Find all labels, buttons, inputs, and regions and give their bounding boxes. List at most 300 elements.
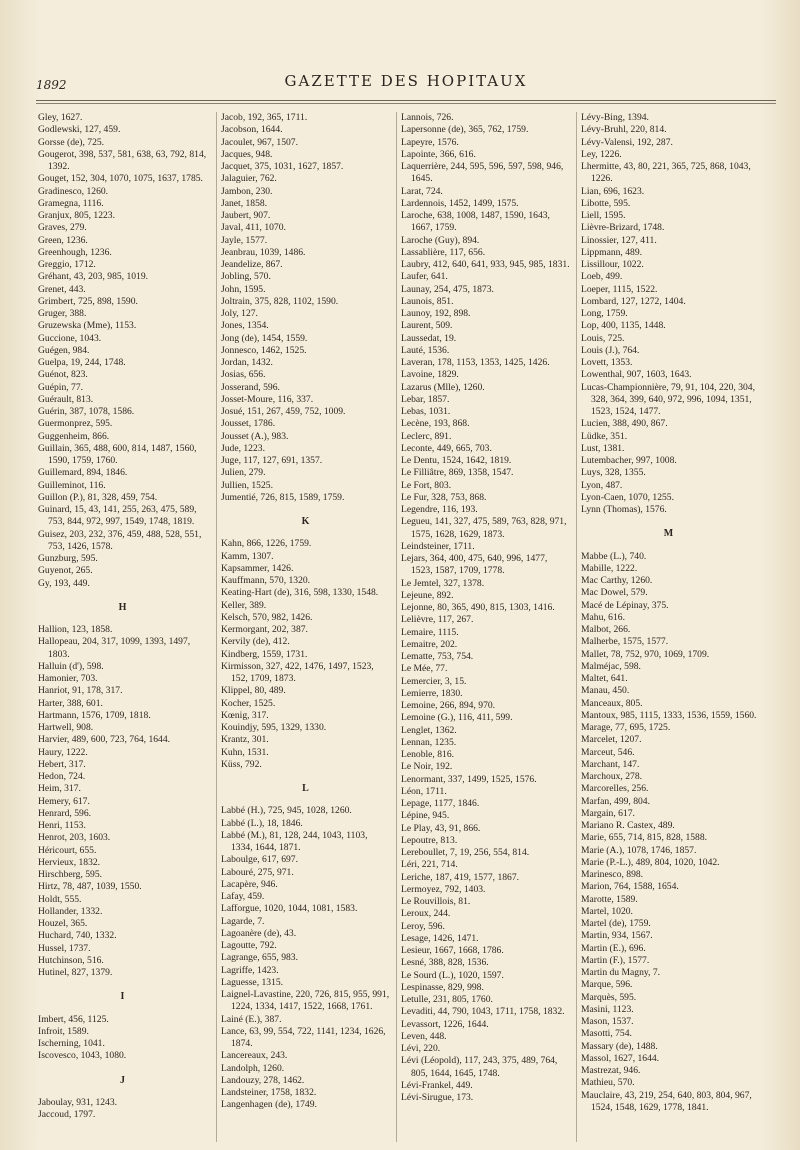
running-title: GAZETTE DES HOPITAUX [284, 72, 528, 90]
index-entry: Marchant, 147. [581, 758, 640, 770]
index-entry: Lépine, 945. [401, 810, 450, 822]
index-entry: Kermorgant, 202, 387. [221, 624, 308, 635]
index-entry: Landolph, 1260. [221, 1062, 285, 1074]
index-entry: Lebar, 1857. [401, 393, 450, 405]
index-entry: Marchoux, 278. [581, 771, 643, 782]
index-entry: Louis, 725. [581, 332, 625, 344]
index-entry: Guinard, 15, 43, 141, 255, 263, 475, 589, 753, 844, 972, 997, 1549, 1748, 1819. [38, 504, 197, 528]
index-entry: Holdt, 555. [38, 893, 82, 905]
index-entry: Long, 1759. [581, 308, 628, 319]
index-entry: Jobling, 570. [221, 271, 271, 283]
index-entry: Lemierre, 1830. [401, 687, 463, 699]
index-entry: Lepoutre, 813. [401, 834, 458, 846]
index-entry: Marotte, 1589. [581, 893, 638, 905]
index-entry: Jeandelize, 867. [221, 259, 283, 270]
index-entry: Lejars, 364, 400, 475, 640, 996, 1477, 1523, 1587, 1709, 1778. [401, 553, 548, 577]
index-entry: Hirtz, 78, 487, 1039, 1550. [38, 881, 142, 893]
index-entry: Infroit, 1589. [38, 1025, 89, 1037]
index-entry: Lombard, 127, 1272, 1404. [581, 295, 686, 307]
index-entry: Lynn (Thomas), 1576. [581, 504, 667, 515]
index-entry: Lucas-Championnière, 79, 91, 104, 220, 304, 328, 364, 399, 640, 972, 996, 1094, 1351, 1523, 1524, 1477. [581, 381, 755, 417]
index-entry: Laignel-Lavastine, 220, 726, 815, 955, 991, 1224, 1334, 1417, 1522, 1668, 1761. [221, 989, 390, 1013]
index-entry: Marie (A.), 1078, 1746, 1857. [581, 844, 697, 856]
section-letter: H [118, 601, 128, 613]
index-entry: Mabille, 1222. [581, 562, 638, 574]
index-column-4 [576, 112, 757, 1142]
index-entry: Lenglet, 1362. [401, 724, 457, 736]
index-entry: Lesage, 1426, 1471. [401, 932, 479, 944]
index-entry: Manceaux, 805. [581, 697, 643, 709]
index-entry: Jaboulay, 931, 1243. [38, 1096, 118, 1108]
index-entry: Léri, 221, 714. [401, 859, 458, 871]
section-letter: M [663, 528, 675, 540]
index-entry: Lespinasse, 829, 998. [401, 981, 484, 993]
index-entry: Le Fort, 803. [401, 479, 452, 491]
index-entry: Héricourt, 655. [38, 844, 97, 856]
index-entry: Mariano R. Castex, 489. [581, 820, 675, 831]
index-entry: Leroux, 244. [401, 908, 451, 920]
index-entry: Lagoutte, 792. [221, 940, 277, 951]
index-entry: Landsteiner, 1758, 1832. [221, 1087, 317, 1098]
index-entry: Lissillour, 1022. [581, 259, 644, 270]
index-entry: Harvier, 489, 600, 723, 764, 1644. [38, 734, 171, 746]
index-entry: Lagarde, 7. [221, 915, 265, 927]
index-entry: Laubry, 412, 640, 641, 933, 945, 985, 1831. [401, 259, 570, 270]
index-entry: Hartwell, 908. [38, 722, 94, 733]
index-entry: Lowenthal, 907, 1603, 1643. [581, 369, 692, 381]
index-entry: Lévi, 220. [401, 1043, 441, 1054]
index-entry: Laguesse, 1315. [221, 976, 284, 988]
index-entry: Gunzburg, 595. [38, 553, 98, 564]
index-entry: Marquès, 595. [581, 991, 637, 1003]
index-entry: Launoy, 192, 898. [401, 308, 471, 319]
index-entry: Laufer, 641. [401, 271, 448, 283]
index-entry: Lavoine, 1829. [401, 369, 459, 381]
index-entry: Masini, 1123. [581, 1003, 634, 1015]
index-entry: Lauté, 1536. [401, 344, 450, 356]
index-entry: Haury, 1222. [38, 746, 88, 758]
index-entry: Jousset, 1786. [221, 418, 276, 430]
index-entry: Jalaguier, 762. [221, 173, 277, 185]
index-entry: Margain, 617. [581, 807, 635, 819]
index-entry: Leriche, 187, 419, 1577, 1867. [401, 871, 520, 883]
index-entry: Lapersonne (de), 365, 762, 1759. [401, 124, 529, 136]
index-entry: Marque, 596. [581, 979, 633, 991]
index-entry: Lecène, 193, 868. [401, 418, 470, 430]
index-entry: Hamonier, 703. [38, 673, 98, 684]
index-entry: Jumentié, 726, 815, 1589, 1759. [221, 491, 345, 503]
index-entry: Léon, 1711. [401, 785, 447, 797]
index-entry: Laquerrière, 244, 595, 596, 597, 598, 946, 1645. [401, 161, 564, 185]
index-entry: Leclerc, 891. [401, 430, 452, 442]
index-entry: John, 1595. [221, 283, 266, 295]
index-entry: Lepage, 1177, 1846. [401, 798, 480, 809]
index-entry: Jacquet, 375, 1031, 1627, 1857. [221, 161, 344, 172]
index-entry: Mallet, 78, 752, 970, 1069, 1709. [581, 648, 710, 660]
index-entry: Hollander, 1332. [38, 905, 103, 917]
index-entry: Imbert, 456, 1125. [38, 1013, 109, 1025]
index-entry: Josserand, 596. [221, 381, 280, 393]
index-entry: Lematte, 753, 754. [401, 651, 474, 662]
index-entry: Lévi-Sirugue, 173. [401, 1092, 474, 1103]
index-entry: Laurent, 509. [401, 320, 453, 332]
index-entry: Gruger, 388. [38, 308, 87, 319]
index-entry: Levaditi, 44, 790, 1043, 1711, 1758, 1832. [401, 1006, 565, 1018]
index-column-2 [216, 112, 391, 1142]
index-entry: Lévy-Valensi, 192, 287. [581, 136, 673, 148]
index-entry: Lapointe, 366, 616. [401, 148, 476, 160]
index-entry: Martin du Magny, 7. [581, 967, 661, 978]
index-entry: Guépin, 77. [38, 381, 84, 393]
index-entry: Lévi-Frankel, 449. [401, 1079, 473, 1091]
page-number: 1892 [36, 78, 67, 92]
index-entry: Jacques, 948. [221, 148, 273, 160]
index-entry: Keller, 389. [221, 599, 267, 611]
index-entry: Josias, 656. [221, 369, 266, 381]
index-entry: Maltet, 641. [581, 673, 628, 684]
index-entry: Marceut, 546. [581, 746, 635, 758]
index-entry: Lermoyez, 792, 1403. [401, 883, 486, 895]
index-entry: Guillemard, 894, 1846. [38, 467, 128, 479]
index-entry: Laroche (Guy), 894. [401, 234, 480, 246]
index-entry: Lemaitre, 202. [401, 638, 458, 650]
index-entry: Jeanbrau, 1039, 1486. [221, 246, 306, 258]
index-entry: Jonnesco, 1462, 1525. [221, 344, 307, 356]
index-entry: Iscovesco, 1043, 1080. [38, 1050, 127, 1062]
index-entry: Malherbe, 1575, 1577. [581, 636, 669, 648]
index-entry: Massary (de), 1488. [581, 1040, 658, 1052]
index-entry: Guccione, 1043. [38, 332, 102, 344]
index-entry: Jayle, 1577. [221, 234, 268, 246]
index-entry: Kocher, 1525. [221, 697, 276, 709]
index-entry: Lancereaux, 243. [221, 1050, 288, 1062]
index-entry: Lebas, 1031. [401, 406, 451, 417]
index-entry: Le Dentu, 1524, 1642, 1819. [401, 455, 512, 466]
index-entry: Heim, 317. [38, 783, 81, 795]
index-entry: Mahu, 616. [581, 611, 625, 623]
index-entry: Guillon (P.), 81, 328, 459, 754. [38, 491, 158, 503]
index-entry: Guermonprez, 595. [38, 418, 113, 430]
index-entry: Graves, 279. [38, 222, 87, 234]
index-entry: Mabbe (L.), 740. [581, 550, 647, 562]
index-entry: Jacoulet, 967, 1507. [221, 136, 299, 148]
index-column-1 [38, 112, 208, 1121]
index-entry: Gréhant, 43, 203, 985, 1019. [38, 271, 149, 283]
index-entry: Guillain, 365, 488, 600, 814, 1487, 1560, 1590, 1759, 1760. [38, 442, 197, 466]
index-entry: Lelièvre, 117, 267. [401, 614, 474, 626]
index-entry: Harter, 388, 601. [38, 697, 103, 709]
index-entry: Lévy-Bing, 1394. [581, 112, 649, 123]
index-entry: Mauclaire, 43, 219, 254, 640, 803, 804, 967, 1524, 1548, 1629, 1778, 1841. [581, 1089, 752, 1113]
index-entry: Guisez, 203, 232, 376, 459, 488, 528, 551, 753, 1426, 1578. [38, 528, 202, 552]
index-entry: Levassort, 1226, 1644. [401, 1018, 489, 1030]
index-entry: Jambon, 230. [221, 185, 273, 197]
index-entry: Kouindjy, 595, 1329, 1330. [221, 722, 327, 733]
index-entry: Marcelet, 1207. [581, 734, 642, 746]
index-entry: Legueu, 141, 327, 475, 589, 763, 828, 971, 1575, 1628, 1629, 1873. [401, 516, 567, 540]
index-entry: Josset-Moure, 116, 337. [221, 393, 314, 405]
index-entry: Küss, 792. [221, 758, 262, 770]
index-entry: Kervily (de), 412. [221, 636, 290, 648]
index-entry: Le Noir, 192. [401, 761, 453, 773]
index-entry: Lapeyre, 1576. [401, 136, 459, 148]
header-rule-thin [36, 103, 776, 104]
index-entry: Luys, 328, 1355. [581, 467, 646, 479]
index-entry: Lardennois, 1452, 1499, 1575. [401, 197, 519, 209]
index-entry: Guérault, 813. [38, 393, 94, 405]
index-entry: Mac Carthy, 1260. [581, 575, 653, 586]
index-entry: Hervieux, 1832. [38, 856, 101, 868]
index-entry: Janet, 1858. [221, 197, 268, 209]
index-entry: Lesieur, 1667, 1668, 1786. [401, 945, 504, 956]
index-entry: Ischerning, 1041. [38, 1038, 105, 1049]
index-entry: Huchard, 740, 1332. [38, 930, 117, 942]
index-entry: Ley, 1226. [581, 148, 622, 160]
index-entry: Le Play, 43, 91, 866. [401, 822, 481, 834]
index-entry: Joltrain, 375, 828, 1102, 1590. [221, 295, 339, 307]
index-entry: Lafforgue, 1020, 1044, 1081, 1583. [221, 903, 358, 915]
index-entry: Le Jemtel, 327, 1378. [401, 577, 485, 589]
index-entry: Kindberg, 1559, 1731. [221, 648, 308, 660]
index-entry: Lust, 1381. [581, 442, 625, 454]
index-entry: Mac Dowel, 579. [581, 587, 648, 599]
section-letter: K [301, 516, 311, 527]
index-entry: Guénot, 823. [38, 369, 88, 381]
index-entry: Grimbert, 725, 898, 1590. [38, 295, 138, 307]
index-entry: Gradinesco, 1260. [38, 185, 109, 197]
index-entry: Jude, 1223. [221, 442, 265, 454]
index-entry: Laboulge, 617, 697. [221, 854, 299, 866]
index-entry: Jong (de), 1454, 1559. [221, 332, 308, 344]
index-entry: Kelsch, 570, 982, 1426. [221, 611, 313, 623]
index-entry: Gley, 1627. [38, 112, 83, 123]
index-entry: Langenhagen (de), 1749. [221, 1099, 317, 1111]
index-entry: Kahn, 866, 1226, 1759. [221, 538, 312, 550]
index-entry: Lagrange, 655, 983. [221, 952, 298, 964]
index-entry: Jones, 1354. [221, 320, 269, 332]
index-entry: Guégen, 984. [38, 344, 90, 356]
index-entry: Marinesco, 898. [581, 869, 644, 880]
index-entry: Martel (de), 1759. [581, 918, 651, 929]
index-entry: Le Filliâtre, 869, 1358, 1547. [401, 467, 514, 479]
index-entry: Jullien, 1525. [221, 479, 273, 491]
index-entry: Marie, 655, 714, 815, 828, 1588. [581, 832, 708, 844]
index-entry: Javal, 411, 1070. [221, 222, 286, 234]
index-entry: Houzel, 365. [38, 918, 88, 929]
index-entry: Landouzy, 278, 1462. [221, 1074, 305, 1086]
index-entry: Henri, 1153. [38, 820, 86, 831]
index-entry: Halluin (d'), 598. [38, 660, 104, 672]
index-entry: Hutinel, 827, 1379. [38, 967, 113, 978]
index-entry: Legendre, 116, 193. [401, 504, 478, 515]
index-entry: Le Sourd (L.), 1020, 1597. [401, 969, 504, 981]
index-entry: Labbé (L.), 18, 1846. [221, 817, 303, 829]
index-entry: Massol, 1627, 1644. [581, 1052, 660, 1064]
index-entry: Lannois, 726. [401, 112, 454, 123]
index-entry: Labouré, 275, 971. [221, 866, 294, 878]
index-entry: Gy, 193, 449. [38, 577, 90, 589]
index-entry: Marion, 764, 1588, 1654. [581, 881, 679, 893]
index-entry: Lièvre-Brizard, 1748. [581, 222, 665, 234]
index-entry: Macé de Lépinay, 375. [581, 599, 669, 611]
index-entry: Martin, 934, 1567. [581, 930, 653, 942]
index-entry: Hallion, 123, 1858. [38, 624, 113, 635]
index-entry: Le Mée, 77. [401, 663, 448, 675]
index-entry: Krantz, 301. [221, 734, 269, 746]
index-entry: Jaubert, 907. [221, 210, 271, 221]
index-entry: Lhermitte, 43, 80, 221, 365, 725, 868, 1043, 1226. [581, 161, 751, 185]
index-entry: Lazarus (Mlle), 1260. [401, 381, 485, 393]
index-entry: Joly, 127. [221, 308, 258, 319]
index-entry: Lyon-Caen, 1070, 1255. [581, 491, 674, 503]
index-entry: Godlewski, 127, 459. [38, 124, 121, 136]
index-entry: Lévi (Léopold), 117, 243, 375, 489, 764, 805, 1644, 1645, 1748. [401, 1055, 558, 1079]
index-entry: Lejonne, 80, 365, 490, 815, 1303, 1416. [401, 602, 555, 613]
index-entry: Lian, 696, 1623. [581, 185, 645, 197]
index-entry: Marie (P.-L.), 489, 804, 1020, 1042. [581, 856, 720, 868]
index-entry: Marcorelles, 256. [581, 783, 649, 795]
index-entry: Lassablière, 117, 656. [401, 246, 486, 258]
index-entry: Hallopeau, 204, 317, 1099, 1393, 1497, 1803. [38, 636, 191, 660]
index-entry: Manau, 450. [581, 685, 630, 697]
index-entry: Lutembacher, 997, 1008. [581, 455, 677, 466]
index-entry: Lemoine, 266, 894, 970. [401, 700, 496, 711]
index-entry: Hemery, 617. [38, 795, 90, 807]
index-entry: Jousset (A.), 983. [221, 430, 289, 442]
section-letter: L [302, 783, 310, 794]
index-entry: Le Fur, 328, 753, 868. [401, 491, 487, 503]
index-column-3 [396, 112, 571, 1142]
index-entry: Lance, 63, 99, 554, 722, 1141, 1234, 1626, 1874. [221, 1025, 386, 1049]
index-entry: Louis (J.), 764. [581, 344, 640, 356]
index-entry: Loeper, 1115, 1522. [581, 283, 658, 295]
page-header [36, 72, 776, 94]
index-entry: Hanriot, 91, 178, 317. [38, 685, 123, 697]
index-entry: Hartmann, 1576, 1709, 1818. [38, 709, 151, 721]
index-entry: Lereboullet, 7, 19, 256, 554, 814. [401, 847, 530, 858]
index-entry: Leconte, 449, 665, 703. [401, 442, 492, 454]
index-entry: Larat, 724. [401, 185, 443, 197]
index-entry: Guggenheim, 866. [38, 430, 110, 442]
index-entry: Lacapère, 946. [221, 878, 278, 890]
index-entry: Lennan, 1235. [401, 736, 457, 748]
index-entry: Laussedat, 19. [401, 332, 457, 344]
index-entry: Mason, 1537. [581, 1016, 634, 1027]
index-entry: Gougerot, 398, 537, 581, 638, 63, 792, 814, 1392. [38, 148, 207, 172]
index-entry: Lesné, 388, 828, 1536. [401, 957, 489, 969]
index-entry: Kirmisson, 327, 422, 1476, 1497, 1523, 152, 1709, 1873. [221, 660, 374, 684]
index-entry: Kapsammer, 1426. [221, 562, 294, 574]
index-entry: Lagriffe, 1423. [221, 964, 279, 976]
index-entry: Malbot, 266. [581, 624, 631, 635]
index-entry: Martin (F.), 1577. [581, 954, 650, 966]
index-entry: Loeb, 499. [581, 271, 623, 283]
index-entry: Martel, 1020. [581, 905, 633, 917]
index-entry: Josué, 151, 267, 459, 752, 1009. [221, 406, 346, 417]
index-entry: Martin (E.), 696. [581, 942, 646, 954]
index-entry: Kuhn, 1531. [221, 746, 269, 758]
index-entry: Hebert, 317. [38, 758, 86, 770]
index-entry: Kœnig, 317. [221, 709, 269, 721]
index-entry: Leindsteiner, 1711. [401, 540, 475, 552]
index-entry: Guyenot, 265. [38, 565, 93, 577]
index-entry: Marfan, 499, 804. [581, 795, 651, 807]
index-entry: Lucien, 388, 490, 867. [581, 418, 668, 430]
header-rule [36, 100, 776, 101]
index-entry: Mastrezat, 946. [581, 1065, 641, 1076]
index-entry: Labbé (H.), 725, 945, 1028, 1260. [221, 805, 352, 817]
index-entry: Masotti, 754. [581, 1028, 632, 1040]
index-entry: Grenet, 443. [38, 283, 86, 295]
index-entry: Jacobson, 1644. [221, 124, 283, 136]
index-entry: Le Rouvillois, 81. [401, 896, 471, 907]
index-entry: Hedon, 724. [38, 771, 86, 782]
index-entry: Lippmann, 489. [581, 246, 643, 258]
index-entry: Jacob, 192, 365, 1711. [221, 112, 308, 123]
index-entry: Gouget, 152, 304, 1070, 1075, 1637, 1785. [38, 173, 203, 185]
index-entry: Lenormant, 337, 1499, 1525, 1576. [401, 773, 537, 785]
index-entry: Klippel, 80, 489. [221, 685, 286, 697]
index-entry: Leven, 448. [401, 1030, 447, 1042]
index-entry: Guelpa, 19, 244, 1748. [38, 357, 126, 368]
index-entry: Julien, 279. [221, 467, 266, 479]
index-entry: Lejeune, 892. [401, 589, 454, 601]
section-letter: I [120, 991, 126, 1003]
index-entry: Lainé (E.), 387. [221, 1013, 282, 1025]
index-entry: Henrot, 203, 1603. [38, 832, 111, 844]
index-entry: Gramegna, 1116. [38, 197, 104, 209]
index-entry: Lüdke, 351. [581, 430, 628, 442]
index-entry: Malméjac, 598. [581, 660, 641, 672]
index-entry: Green, 1236. [38, 234, 88, 246]
index-entry: Laveran, 178, 1153, 1353, 1425, 1426. [401, 357, 550, 368]
index-entry: Launay, 254, 475, 1873. [401, 283, 494, 295]
index-entry: Linossier, 127, 411. [581, 234, 657, 246]
index-entry: Keating-Hart (de), 316, 598, 1330, 1548. [221, 587, 379, 599]
index-entry: Lyon, 487. [581, 479, 623, 491]
index-entry: Lagoanère (de), 43. [221, 927, 297, 939]
index-entry: Hutchinson, 516. [38, 954, 104, 966]
index-entry: Libotte, 595. [581, 197, 631, 209]
index-entry: Jaccoud, 1797. [38, 1109, 96, 1120]
index-entry: Gruzewska (Mme), 1153. [38, 320, 137, 332]
index-entry: Gorsse (de), 725. [38, 136, 105, 148]
index-entry: Greggio, 1712. [38, 259, 96, 270]
index-entry: Lafay, 459. [221, 891, 265, 902]
index-entry: Juge, 117, 127, 691, 1357. [221, 455, 323, 466]
index-entry: Lop, 400, 1135, 1448. [581, 320, 666, 332]
index-entry: Kauffmann, 570, 1320. [221, 575, 311, 586]
index-entry: Henrard, 596. [38, 807, 92, 819]
index-entry: Launois, 851. [401, 295, 454, 307]
index-entry: Guilleminot, 116. [38, 479, 106, 491]
index-entry: Granjux, 805, 1223. [38, 210, 116, 221]
index-entry: Marage, 77, 695, 1725. [581, 722, 671, 733]
index-entry: Laroche, 638, 1008, 1487, 1590, 1643, 1667, 1759. [401, 210, 550, 234]
index-entry: Jordan, 1432. [221, 357, 273, 368]
index-entry: Lemaire, 1115. [401, 626, 459, 638]
index-entry: Labbé (M.), 81, 128, 244, 1043, 1103, 1334, 1644, 1871. [221, 829, 368, 853]
index-entry: Lemercier, 3, 15. [401, 675, 467, 687]
index-entry: Kamm, 1307. [221, 550, 274, 562]
index-entry: Hirschberg, 595. [38, 869, 103, 880]
index-entry: Greenhough, 1236. [38, 246, 112, 258]
index-entry: Lévy-Bruhl, 220, 814. [581, 124, 667, 136]
index-entry: Liell, 1595. [581, 210, 626, 221]
index-entry: Leroy, 596. [401, 920, 445, 932]
index-entry: Lenoble, 816. [401, 749, 455, 760]
section-letter: J [120, 1074, 126, 1086]
